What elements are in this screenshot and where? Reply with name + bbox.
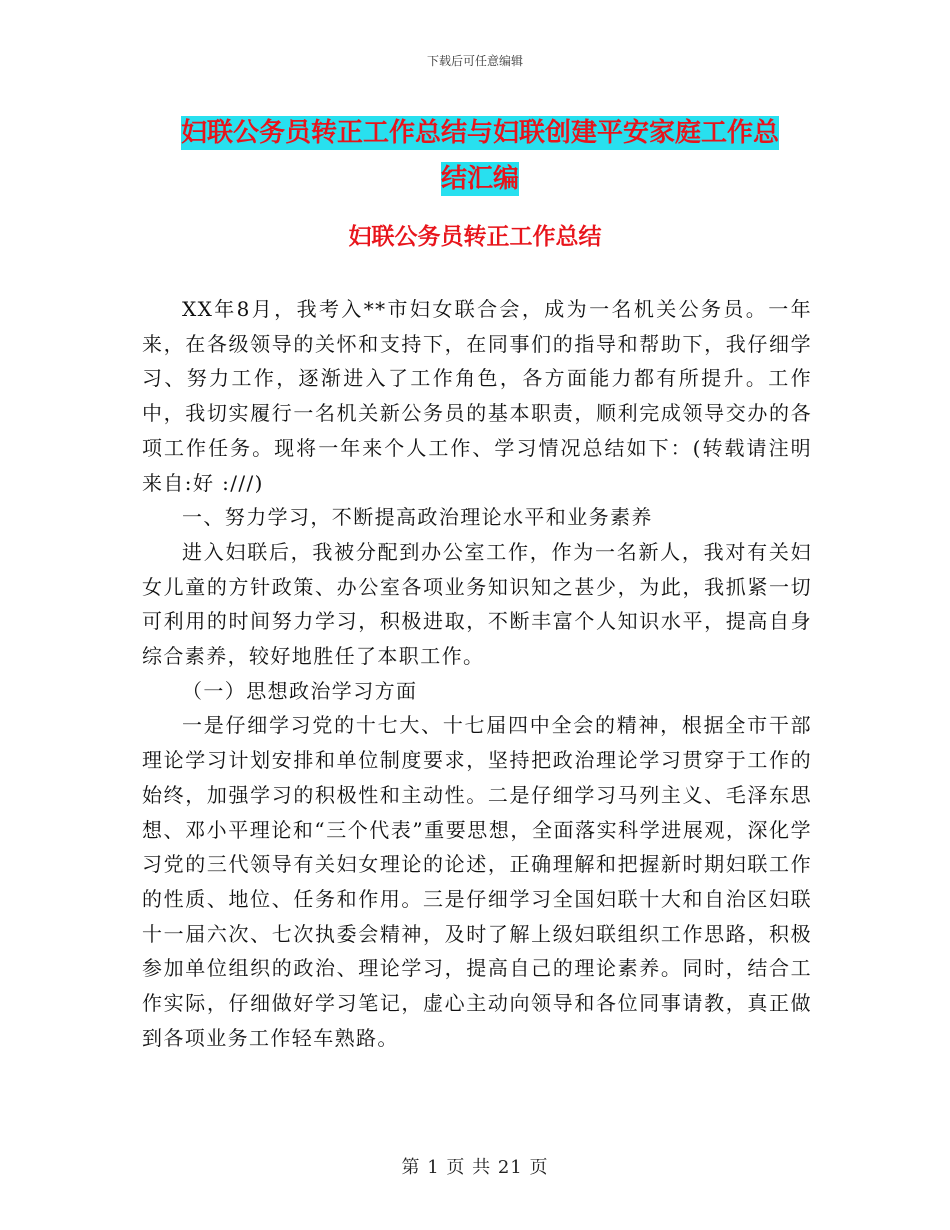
paragraph-heading-1: 一、努力学习，不断提高政治理论水平和业务素养: [182, 505, 653, 530]
paragraph-subheading-1: （一）思想政治学习方面: [182, 678, 418, 703]
section-title: 妇联公务员转正工作总结: [348, 224, 602, 250]
paragraph-office-work: 进入妇联后，我被分配到办公室工作，作为一名新人，我对有关妇女儿童的方针政策、办公室各项业务知识知之甚少，为此，我抓紧一切可利用的时间努力学习，积极进取，不断丰富个人知识水平，提高自身综合素养，较好地胜任了本职工作。: [142, 539, 812, 669]
page-header-note: 下载后可任意编辑: [426, 54, 523, 68]
document-title: [150, 110, 810, 202]
document-title-line-2: 结汇编: [440, 164, 519, 194]
document-body: [142, 292, 812, 1055]
paragraph-intro: XX年8月，我考入**市妇女联合会，成为一名机关公务员。一年来，在各级领导的关怀和支持下，在同事们的指导和帮助下，我仔细学习、努力工作，逐渐进入了工作角色，各方面能力都有所提升。工作中，我切实履行一名机关新公务员的基本职责，顺利完成领导交办的各项工作任务。现将一年来个人工作、学习情况总结如下：(转载请注明来自:好 :///): [142, 297, 812, 495]
paragraph-political-study: 一是仔细学习党的十七大、十七届四中全会的精神，根据全市干部理论学习计划安排和单位制度要求，坚持把政治理论学习贯穿于工作的始终，加强学习的积极性和主动性。二是仔细学习马列主义、毛泽东思想、邓小平理论和“三个代表”重要思想，全面落实科学进展观，深化学习党的三代领导有关妇女理论的论述，正确理解和把握新时期妇联工作的性质、地位、任务和作用。三是仔细学习全国妇联十大和自治区妇联十一届六次、七次执委会精神，及时了解上级妇联组织工作思路，积极参加单位组织的政治、理论学习，提高自己的理论素养。同时，结合工作实际，仔细做好学习笔记，虚心主动向领导和各位同事请教，真正做到各项业务工作轻车熟路。: [142, 713, 812, 1050]
page-number: 第 1 页 共 21 页: [401, 1157, 549, 1178]
document-title-line-1: 妇联公务员转正工作总结与妇联创建平安家庭工作总: [180, 118, 779, 148]
